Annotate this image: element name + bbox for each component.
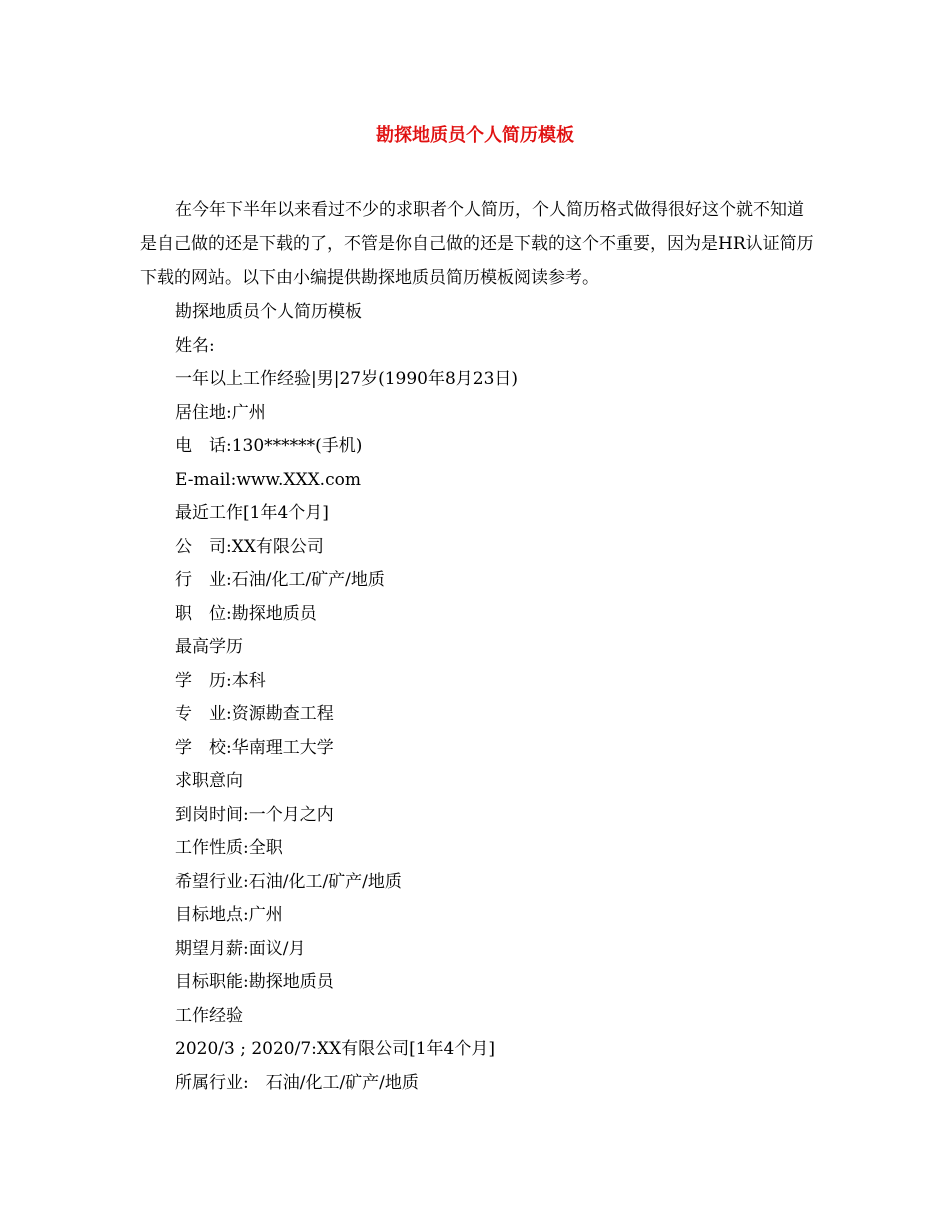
resume-line: 目标职能:勘探地质员 [175, 972, 334, 992]
resume-line: 希望行业:石油/化工/矿产/地质 [175, 871, 402, 892]
resume-line: 目标地点:广州 [175, 905, 283, 925]
resume-line: 到岗时间:一个月之内 [175, 804, 334, 825]
resume-line: 最近工作[1年4个月] [175, 503, 329, 523]
resume-line: 工作经验 [175, 1005, 243, 1026]
resume-line: 求职意向 [175, 771, 243, 791]
resume-line: 公 司:XX有限公司 [175, 536, 324, 557]
resume-line: 期望月薪:面议/月 [175, 938, 306, 959]
intro-paragraph: 在今年下半年以来看过不少的求职者个人简历，个人简历格式做得很好这个就不知道是自己做的还是下载的了，不管是你自己做的还是下载的这个不重要，因为是HR认证简历下载的网站。以下由小编提供勘探地质员简历模板阅读参考。 [140, 200, 814, 288]
resume-line: 所属行业: 石油/化工/矿产/地质 [175, 1072, 419, 1093]
resume-line: 居住地:广州 [175, 402, 266, 423]
resume-line: 2020/3 ; 2020/7:XX有限公司[1年4个月] [175, 1039, 495, 1059]
resume-line: E-mail:www.XXX.com [175, 469, 361, 490]
resume-line: 学 历:本科 [175, 670, 266, 691]
resume-line: 勘探地质员个人简历模板 [175, 302, 362, 322]
resume-lines [175, 296, 815, 1100]
resume-line: 姓名: [175, 335, 215, 356]
resume-line: 学 校:华南理工大学 [175, 737, 334, 758]
resume-line: 一年以上工作经验|男|27岁(1990年8月23日) [175, 369, 519, 389]
resume-line: 工作性质:全职 [175, 838, 283, 858]
resume-line: 专 业:资源勘查工程 [175, 704, 334, 724]
resume-line: 电 话:130******(手机) [175, 436, 363, 456]
resume-line: 最高学历 [175, 637, 243, 657]
resume-line: 行 业:石油/化工/矿产/地质 [175, 570, 385, 590]
document-title: 勘探地质员个人简历模板 [376, 125, 574, 146]
resume-line: 职 位:勘探地质员 [175, 603, 317, 624]
